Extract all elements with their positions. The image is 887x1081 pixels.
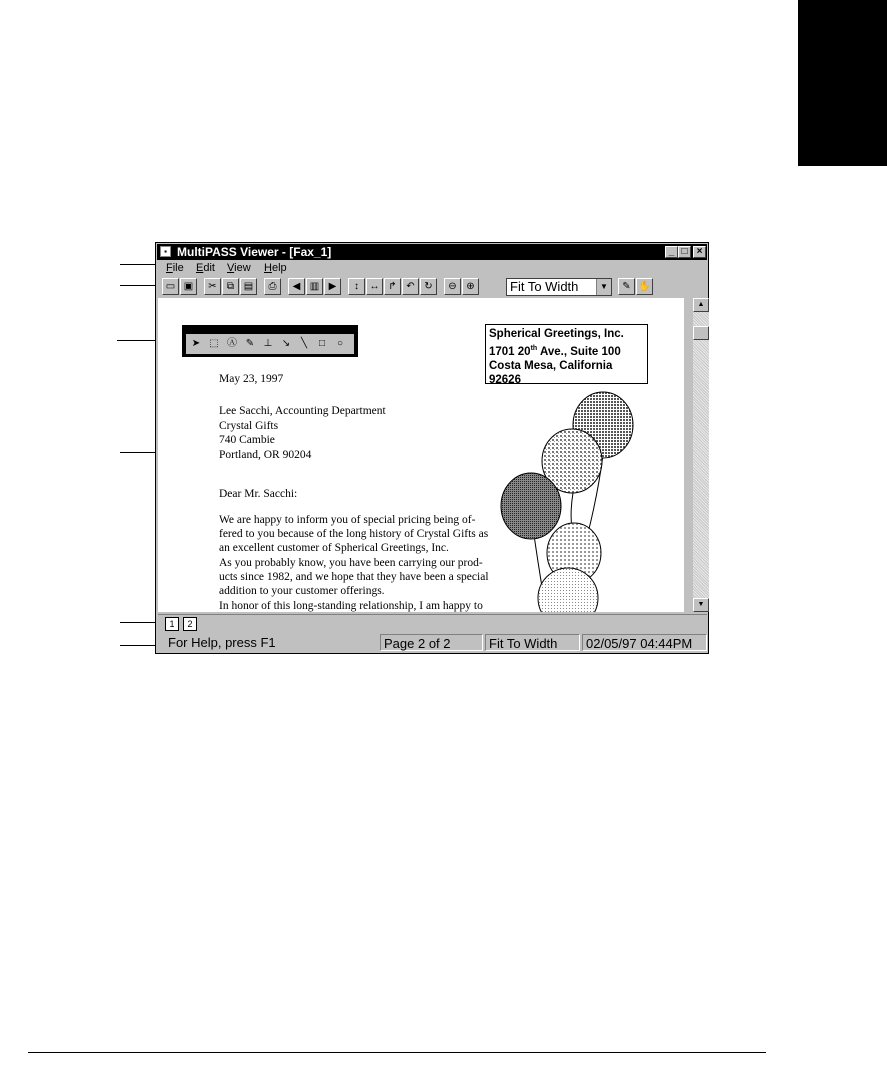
page-tab-1[interactable]: 1 xyxy=(165,617,179,631)
fit-width-icon[interactable]: ↔ xyxy=(366,278,383,295)
callout-line-page-tabs xyxy=(120,622,156,623)
callout-line-status-bar xyxy=(120,645,156,646)
previous-page-icon[interactable]: ◀ xyxy=(288,278,305,295)
paragraph-line: ucts since 1982, and we hope that they have been a special xyxy=(219,571,489,583)
paragraph-line: As you probably know, you have been carrying our prod- xyxy=(219,557,483,569)
ordinal-suffix: th xyxy=(530,344,538,352)
callout-line-document-area xyxy=(120,452,156,453)
menu-file[interactable]: File xyxy=(166,262,184,274)
balloon-shapes xyxy=(501,392,633,612)
sender-line xyxy=(489,342,644,359)
paragraph-line: addition to your customer offerings. xyxy=(219,585,385,597)
partial-text-line: In honor of this long-standing relationship, I am happy to xyxy=(219,600,483,612)
recipient-line: Portland, OR 90204 xyxy=(219,448,312,461)
scroll-down-icon[interactable]: ▼ xyxy=(693,598,709,612)
recipient-line: Lee Sacchi, Accounting Department xyxy=(219,405,386,417)
paragraph-line: fered to you because of the long history of Crystal Gifts as xyxy=(219,528,489,540)
annotation-toolbar-buttons xyxy=(186,334,354,354)
zoom-out-icon[interactable]: ⊖ xyxy=(444,278,461,295)
window-title: MultiPASS Viewer - [Fax_1] xyxy=(177,245,332,259)
rotate-left-icon[interactable]: ↶ xyxy=(402,278,419,295)
menu-help[interactable]: Help xyxy=(264,262,287,274)
sender-line: Spherical Greetings, Inc. xyxy=(489,328,624,340)
status-datetime: 02/05/97 04:44PM xyxy=(582,634,707,651)
balloons-illustration xyxy=(488,383,663,612)
ellipse-tool-icon[interactable]: ○ xyxy=(336,338,344,349)
hand-icon[interactable]: ✋ xyxy=(636,278,653,295)
salutation: Dear Mr. Sacchi: xyxy=(219,488,298,500)
footer-rule xyxy=(28,1052,766,1053)
save-icon[interactable]: ▣ xyxy=(180,278,197,295)
open-icon[interactable]: ▭ xyxy=(162,278,179,295)
rotate-right-icon[interactable]: ↱ xyxy=(384,278,401,295)
page-tabs-bar xyxy=(158,614,707,634)
print-icon[interactable]: ⎙ xyxy=(264,278,281,295)
document-view[interactable] xyxy=(158,298,684,612)
paragraph-line: an excellent customer of Spherical Greetings, Inc. xyxy=(219,542,449,554)
callout-line-menubar xyxy=(120,264,156,265)
text-tool-icon[interactable]: Ⓐ xyxy=(227,338,237,349)
sender-address-box xyxy=(485,324,648,387)
rectangle-tool-icon[interactable]: □ xyxy=(318,338,326,349)
recipient-address xyxy=(219,404,386,462)
status-help-text: For Help, press F1 xyxy=(168,635,276,650)
zoom-in-icon[interactable]: ⊕ xyxy=(462,278,479,295)
paste-icon[interactable]: ▤ xyxy=(240,278,257,295)
scroll-up-icon[interactable]: ▲ xyxy=(693,298,709,312)
letter-date: May 23, 1997 xyxy=(219,373,284,385)
status-page: Page 2 of 2 xyxy=(380,634,483,651)
highlighter-icon[interactable]: ✎ xyxy=(245,338,255,349)
close-button[interactable]: × xyxy=(693,246,706,258)
zoom-select[interactable] xyxy=(506,278,612,296)
sender-line: 92626 xyxy=(489,374,521,387)
stamp-icon[interactable]: ⊥ xyxy=(263,338,273,349)
annotation-toolbar[interactable] xyxy=(182,325,358,357)
menu-view[interactable]: View xyxy=(227,262,251,274)
chevron-down-icon[interactable]: ▼ xyxy=(596,279,611,295)
menu-edit[interactable]: Edit xyxy=(196,262,215,274)
flip-icon[interactable]: ↻ xyxy=(420,278,437,295)
balloon xyxy=(501,473,561,539)
paragraph-2 xyxy=(219,556,489,598)
copy-icon[interactable]: ⧉ xyxy=(222,278,239,295)
fit-height-icon[interactable]: ↕ xyxy=(348,278,365,295)
status-zoom: Fit To Width xyxy=(485,634,580,651)
page-tab-2[interactable]: 2 xyxy=(183,617,197,631)
sender-line: Costa Mesa, California xyxy=(489,359,613,372)
maximize-button[interactable]: □ xyxy=(678,246,691,258)
title-bar[interactable] xyxy=(157,244,707,260)
app-icon[interactable]: ▪ xyxy=(160,246,171,257)
sender-street: Ave., Suite 100 xyxy=(537,345,621,358)
next-page-icon[interactable]: ▶ xyxy=(324,278,341,295)
pages-icon[interactable]: ▥ xyxy=(306,278,323,295)
recipient-line: 740 Cambie xyxy=(219,434,275,446)
cut-icon[interactable]: ✂ xyxy=(204,278,221,295)
section-tab-marker xyxy=(798,0,887,166)
minimize-button[interactable]: _ xyxy=(665,246,678,258)
annotate-icon[interactable]: ✎ xyxy=(618,278,635,295)
arrow-tool-icon[interactable]: ↘ xyxy=(281,338,291,349)
vertical-scrollbar[interactable] xyxy=(693,298,709,612)
line-tool-icon[interactable]: ╲ xyxy=(300,338,308,349)
recipient-line: Crystal Gifts xyxy=(219,419,279,432)
scroll-thumb[interactable] xyxy=(693,326,709,340)
select-rect-icon[interactable]: ⬚ xyxy=(209,338,219,349)
paragraph-1 xyxy=(219,513,488,555)
zoom-select-value: Fit To Width xyxy=(510,279,579,294)
callout-line-toolbar xyxy=(120,285,156,286)
status-bar xyxy=(158,634,707,651)
multipass-viewer-window xyxy=(155,242,709,654)
pointer-icon[interactable]: ➤ xyxy=(191,338,201,349)
main-toolbar xyxy=(162,278,706,296)
paragraph-line: We are happy to inform you of special pricing being of- xyxy=(219,514,476,526)
sender-street-number: 1701 20 xyxy=(489,345,531,358)
